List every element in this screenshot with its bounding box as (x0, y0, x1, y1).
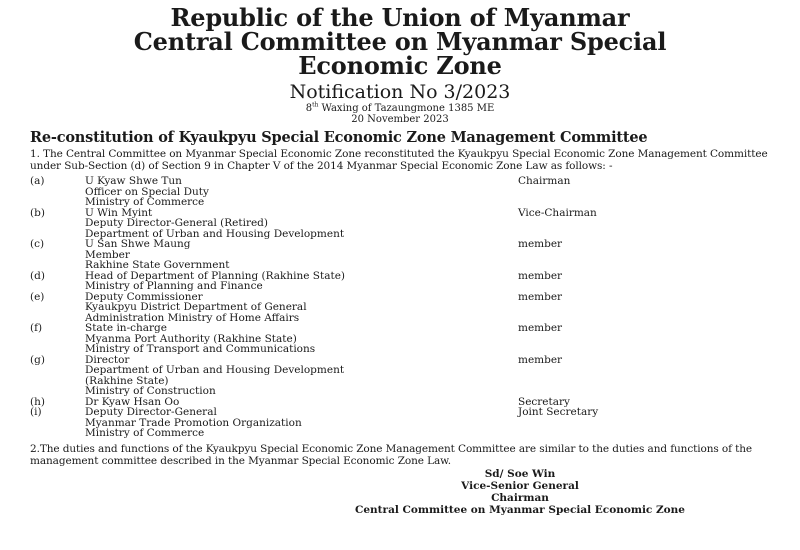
member-letter (30, 260, 85, 271)
member-detail: Director (85, 353, 130, 366)
member-letter: (e) (30, 290, 45, 303)
member-role: Vice-Chairman (518, 206, 597, 219)
member-letter (30, 386, 85, 397)
member-letter: (a) (30, 175, 45, 187)
member-role (518, 197, 770, 208)
member-row (30, 386, 770, 397)
member-detail: Ministry of Construction (85, 385, 216, 397)
member-detail: (Rakhine State) (85, 374, 169, 387)
member-detail: Deputy Commissioner (85, 290, 203, 303)
member-letter (30, 376, 85, 387)
signature-line-3: Chairman (491, 491, 549, 504)
member-letter (30, 218, 85, 229)
member-letter: (g) (30, 353, 45, 366)
member-detail: Ministry of Commerce (85, 196, 205, 208)
member-detail: State in-charge (85, 322, 167, 334)
title-line-2: Central Committee on Myanmar Special (133, 27, 667, 56)
signature-line-2: Vice-Senior General (461, 479, 579, 492)
member-letter (30, 418, 85, 429)
member-role (518, 376, 770, 387)
date-myanmar (30, 103, 770, 114)
date-month: Waxing of Tazaungmone 1385 ME (318, 103, 495, 114)
member-role (518, 260, 770, 271)
member-role: member (518, 353, 563, 366)
document-header (30, 3, 770, 125)
member-letter: (b) (30, 206, 45, 219)
member-role: Chairman (518, 175, 571, 187)
member-detail: U Win Myint (85, 206, 153, 219)
member-role (518, 428, 770, 439)
member-detail: Officer on Special Duty (85, 185, 209, 198)
paragraph-1: 1. The Central Committee on Myanmar Special Economic Zone reconstituted the Kyaukpyu Special Economic Zone Management Committee under Sub-Section (d) of Section 9 in Chapter V of the 2014 Myanmar Special Economic Zone Law as follows: - (30, 148, 768, 172)
member-row (30, 323, 770, 334)
member-letter (30, 197, 85, 208)
member-role (518, 418, 770, 429)
member-role (518, 334, 770, 345)
member-letter (30, 187, 85, 198)
member-letter: (d) (30, 269, 45, 282)
member-detail: Deputy Director-General (Retired) (85, 217, 269, 229)
member-letter: (h) (30, 395, 45, 408)
member-detail: Myanmar Trade Promotion Organization (85, 416, 302, 429)
member-role: Joint Secretary (518, 406, 599, 418)
member-detail: U Kyaw Shwe Tun (85, 175, 182, 187)
member-row (30, 197, 770, 208)
member-detail: Head of Department of Planning (Rakhine State) (85, 269, 346, 282)
notification-number: Notification No 3/2023 (289, 81, 511, 103)
member-letter (30, 428, 85, 439)
title-line-3: Economic Zone (298, 51, 502, 80)
member-detail: Ministry of Transport and Communications (85, 343, 316, 355)
member-row (30, 302, 770, 313)
member-role (518, 218, 770, 229)
member-row (30, 218, 770, 229)
date-day: 8 (305, 103, 313, 114)
member-detail: U San Shwe Maung (85, 238, 191, 250)
member-detail: Department of Urban and Housing Development (85, 227, 345, 240)
member-role (518, 187, 770, 198)
member-letter: (i) (30, 406, 42, 418)
member-letter (30, 334, 85, 345)
signature-line-1: Sd/ Soe Win (484, 467, 556, 480)
member-detail: Department of Urban and Housing Development (85, 364, 345, 376)
member-row (30, 260, 770, 271)
member-detail: Deputy Director-General (85, 406, 217, 418)
member-letter (30, 344, 85, 355)
member-list (30, 176, 770, 439)
member-row (30, 365, 770, 376)
member-detail: Rakhine State Government (85, 259, 230, 271)
member-detail: Member (85, 248, 130, 261)
member-role: Secretary (518, 395, 570, 408)
member-role (518, 386, 770, 397)
signature-line-4: Central Committee on Myanmar Special Economic Zone (355, 503, 685, 516)
member-row (30, 428, 770, 439)
signature-block (280, 468, 760, 516)
member-letter: (c) (30, 238, 45, 250)
member-row (30, 176, 770, 187)
member-detail: Ministry of Planning and Finance (85, 280, 263, 292)
member-row (30, 344, 770, 355)
member-role: member (518, 238, 563, 250)
member-letter (30, 302, 85, 313)
member-detail: Myanma Port Authority (Rakhine State) (85, 332, 297, 345)
member-detail: Dr Kyaw Hsan Oo (85, 395, 180, 408)
member-role (518, 281, 770, 292)
member-role: member (518, 290, 563, 303)
member-row (30, 239, 770, 250)
member-row (30, 281, 770, 292)
member-role (518, 344, 770, 355)
member-role (518, 365, 770, 376)
date-ordinal: th (312, 101, 319, 109)
member-role: member (518, 269, 563, 282)
member-row (30, 407, 770, 418)
member-role (518, 302, 770, 313)
member-letter (30, 365, 85, 376)
member-letter (30, 281, 85, 292)
paragraph-2: 2.The duties and functions of the Kyaukpyu Special Economic Zone Management Committee are similar to the duties and functions of the management committee described in the Myanmar Special Economic Zone Law. (30, 442, 753, 467)
member-role: member (518, 322, 563, 334)
title-line-1: Republic of the Union of Myanmar (170, 3, 630, 32)
member-role (518, 250, 770, 261)
subject-heading: Re-constitution of Kyaukpyu Special Economic Zone Management Committee (30, 129, 648, 146)
member-letter (30, 250, 85, 261)
member-letter: (f) (30, 322, 43, 334)
member-detail: Administration Ministry of Home Affairs (85, 311, 300, 324)
member-detail: Kyaukpyu District Department of General (85, 301, 307, 313)
member-detail: Ministry of Commerce (85, 427, 205, 439)
date-gregorian: 20 November 2023 (351, 114, 449, 125)
